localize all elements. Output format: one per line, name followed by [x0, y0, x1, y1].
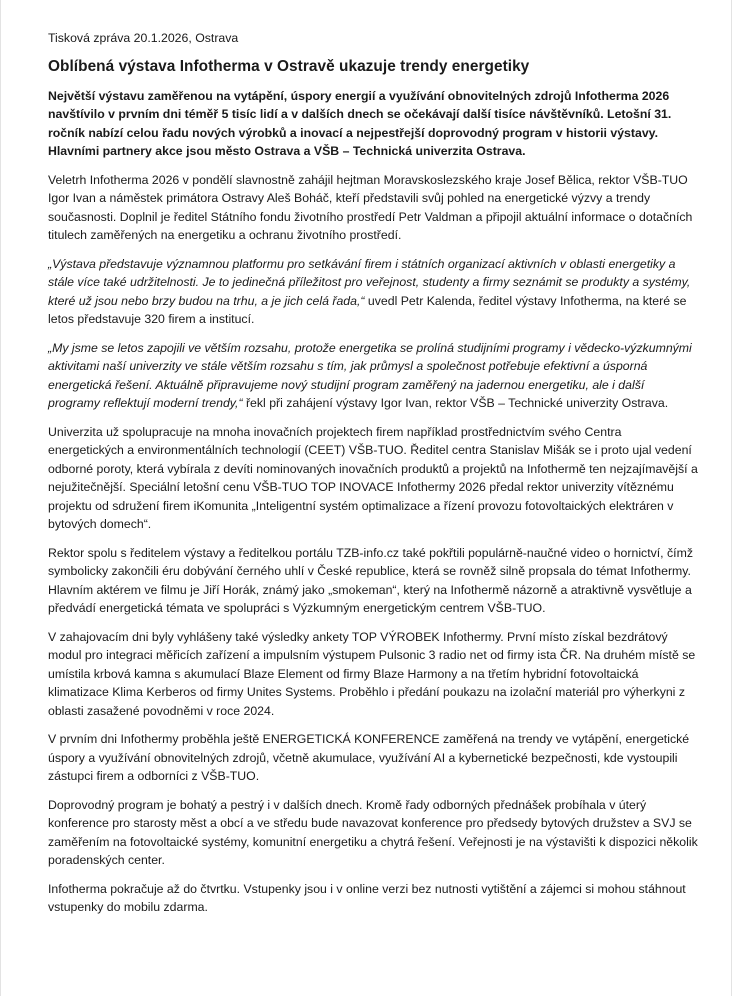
document-body [48, 29, 698, 927]
dateline: Tisková zpráva 20.1.2026, Ostrava [48, 31, 239, 45]
document-title: Oblíbená výstava Infotherma v Ostravě ukazuje trendy energetiky [48, 57, 530, 75]
paragraph-top-product: V zahajovacím dni byly vyhlášeny také výsledky ankety TOP VÝROBEK Infothermy. První místo získal bezdrátový modul pro integraci měřicích zařízení a impulsním výstupem Pulsonic 3 radio net od firmy ista ČR. Na druhém místě se umístila krbová kamna s akumulací Blaze Element od firmy Blaze Harmony a na třetím hybridní fotovoltaická klimatizace Klima Kerberos od firmy Unites Systems. Proběhlo i předání poukazu na izolační materiál pro výherkyni z oblasti zasažené povodněmi v roce 2024. [48, 629, 696, 718]
paragraph-closing: Infotherma pokračuje až do čtvrtku. Vstupenky jsou i v online verzi bez nutnosti vytištění a zájemci si mohou stáhnout vstupenky do mobilu zdarma. [48, 881, 686, 914]
paragraph-opening: Veletrh Infotherma 2026 v pondělí slavnostně zahájil hejtman Moravskoslezského kraje Josef Bělica, rektor VŠB-TUO Igor Ivan a náměstek primátora Ostravy Aleš Boháč, kteří představili svůj pohled na energetické výzvy a trendy současnosti. Doplnil je ředitel Státního fondu životního prostředí Petr Valdman a připojil aktuální informace o dotačních titulech zaměřených na energetiku a ochranu životního prostředí. [48, 172, 693, 242]
paragraph-program: Doprovodný program je bohatý a pestrý i v dalších dnech. Kromě řady odborných přednášek probíhala v úterý konference pro starosty měst a obcí a ve středu bude navazovat konference pro předsedy bytových družstev a SVJ se zaměřením na fotovoltaické systémy, komunitní energetiku a chytrá řešení. Veřejnosti je na výstavišti k dispozici několik poradenských center. [48, 797, 698, 867]
paragraph-university: Univerzita už spolupracuje na mnoha inovačních projektech firem například prostřednictvím svého Centra energetických a environmentálních technologií (CEET) VŠB-TUO. Ředitel centra Stanislav Mišák se i proto ujal vedení odborné poroty, která vybírala z devíti nominovaných inovačních produktů a projektů na Infothermě ten nejzajímavější a nejužitečnější. Speciální letošní cenu VŠB-TUO TOP INOVACE Infothermy 2026 předal rektor univerzity vítěznému projektu od sdružení firem iKomunita „Inteligentní systém optimalizace a řízení provozu fotovoltaických elektráren v bytových domech“. [48, 424, 698, 531]
quote-attribution: uvedl Petr Kalenda, ředitel výstavy Infotherma, na které se letos představuje 320 firem a institucí. [48, 293, 687, 326]
quote-attribution: řekl při zahájení výstavy Igor Ivan, rektor VŠB – Technické univerzity Ostrava. [242, 396, 669, 410]
quote-text: „Výstava představuje významnou platformu pro setkávání firem i státních organizací aktivních v oblasti energetiky a stále více také udržitelnosti. Je to jedinečná příležitost pro veřejnost, studenty a firmy seznámit se produkty a systémy, které už jsou nebo brzy budou na trhu, a je jich celá řada,“ [48, 256, 691, 308]
lead-paragraph: Největší výstavu zaměřenou na vytápění, úspory energií a využívání obnovitelných zdrojů Infotherma 2026 navštívilo v prvním dni téměř 5 tisíc lidí a v dalších dnech se očekávají další tisíce návštěvníků. Letošní 31. ročník nabízí celou řadu nových výrobků a inovací a nejpestřejší doprovodný program v historii výstavy. Hlavními partnery akce jsou město Ostrava a VŠB – Technická univerzita Ostrava. [48, 88, 672, 158]
quote-kalenda [48, 255, 698, 329]
quote-text: „My jsme se letos zapojili ve větším rozsahu, protože energetika se prolíná studijními programy i vědecko-výzkumnými aktivitami naší univerzity ve stále větším rozsahu s tím, jak průmysl a společnost potřebuje efektivní a úsporná energetická řešení. Aktuálně připravujeme nový studijní program zaměřený na jadernou energetiku, ale i další programy reflektují moderní trendy,“ [48, 340, 692, 410]
paragraph-conference: V prvním dni Infothermy proběhla ještě ENERGETICKÁ KONFERENCE zaměřená na trendy ve vytápění, energetické úspory a využívání obnovitelných zdrojů, včetně akumulace, využívání AI a kybernetické bezpečnosti, kde vystoupili zástupci firem a odborníci z VŠB-TUO. [48, 732, 690, 783]
quote-ivan [48, 339, 698, 413]
paragraph-video: Rektor spolu s ředitelem výstavy a ředitelkou portálu TZB-info.cz také pokřtili populárně-naučné video o hornictví, čímž symbolicky zakončili éru dobývání černého uhlí v České republice, která se rovněž silně propsala do témat Infothermy. Hlavním aktérem ve filmu je Jiří Horák, známý jako „smokeman“, který na Infothermě názorně a atraktivně vysvětluje a předvádí energetická témata ve spolupráci s Výzkumným energetickým centrem VŠB-TUO. [48, 545, 693, 615]
